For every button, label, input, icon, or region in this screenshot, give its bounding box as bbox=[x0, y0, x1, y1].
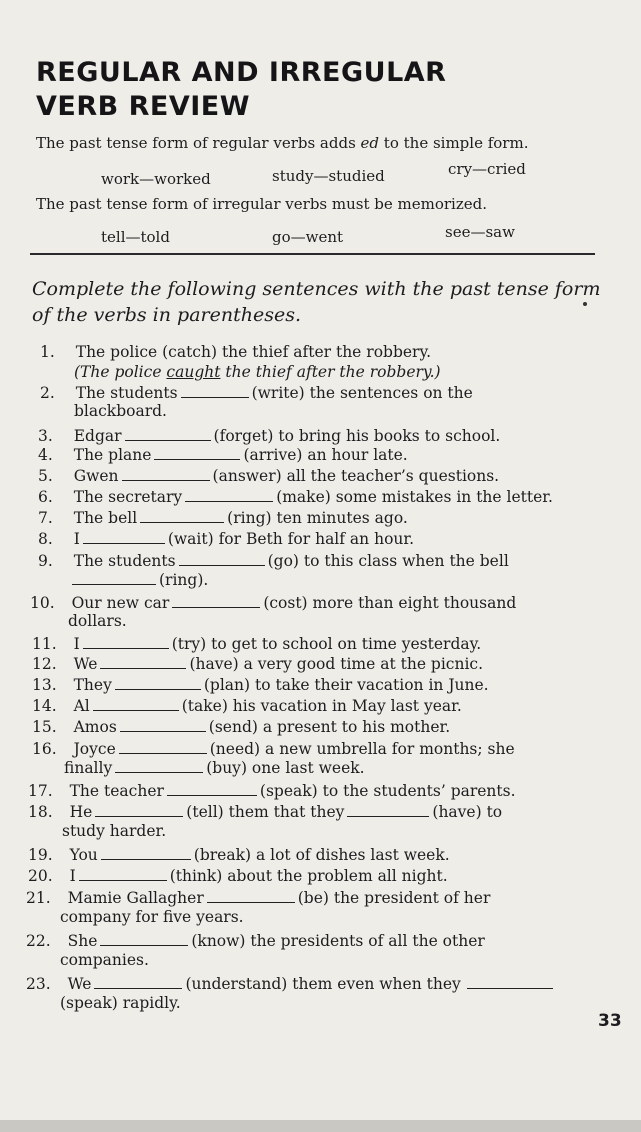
exercise-item-13 bbox=[32, 676, 489, 695]
item-verb-clause: (understand) them even when they bbox=[185, 975, 461, 993]
exercise-item-22 bbox=[26, 932, 485, 951]
exercise-item-11 bbox=[32, 635, 481, 654]
exercise-item-2 bbox=[40, 384, 473, 403]
item-number: 14. bbox=[32, 697, 57, 715]
exercise-item-4 bbox=[38, 446, 408, 465]
answer-blank[interactable] bbox=[95, 803, 183, 817]
item-continuation: finally bbox=[64, 759, 113, 777]
answer-blank[interactable] bbox=[120, 718, 206, 732]
item-subject: Our new car bbox=[71, 594, 170, 612]
example-answer-post: the thief after the robbery.) bbox=[220, 363, 441, 381]
item-subject: I bbox=[69, 867, 76, 885]
item-subject: The students bbox=[75, 384, 178, 402]
item-continuation: company for five years. bbox=[60, 908, 244, 926]
item-subject: You bbox=[69, 846, 98, 864]
exercise-item-10 bbox=[30, 594, 516, 613]
exercise-item-5 bbox=[38, 467, 499, 486]
answer-blank[interactable] bbox=[154, 446, 240, 460]
item-verb-clause: (buy) one last week. bbox=[206, 759, 365, 777]
item-number: 4. bbox=[38, 446, 53, 464]
item-number: 13. bbox=[32, 676, 57, 694]
item-subject: I bbox=[73, 530, 80, 548]
item-9-continuation bbox=[72, 571, 208, 590]
answer-blank[interactable] bbox=[72, 571, 156, 585]
page-number: 33 bbox=[598, 1011, 622, 1031]
answer-blank[interactable] bbox=[100, 655, 186, 669]
answer-blank[interactable] bbox=[185, 488, 273, 502]
item-verb-clause: (think) about the problem all night. bbox=[169, 867, 448, 885]
answer-blank[interactable] bbox=[172, 594, 260, 608]
exercise-item-7 bbox=[38, 509, 408, 528]
item-verb-clause: (write) the sentences on the bbox=[251, 384, 473, 402]
irregular-example-1: tell—told bbox=[101, 228, 170, 246]
answer-blank[interactable] bbox=[467, 975, 553, 989]
item-verb-clause: (have) a very good time at the picnic. bbox=[189, 655, 484, 673]
item-number: 23. bbox=[26, 975, 51, 993]
item-continuation: (ring). bbox=[159, 571, 209, 589]
item-number: 5. bbox=[38, 467, 53, 485]
title-line-1: REGULAR AND IRREGULAR bbox=[36, 57, 447, 88]
answer-blank[interactable] bbox=[94, 975, 182, 989]
item-subject: The teacher bbox=[69, 782, 164, 800]
item-number: 11. bbox=[32, 635, 57, 653]
item-subject: The secretary bbox=[73, 488, 183, 506]
item-subject: We bbox=[67, 975, 92, 993]
item-number: 6. bbox=[38, 488, 53, 506]
item-subject: Edgar bbox=[73, 427, 122, 445]
item-number: 18. bbox=[28, 803, 53, 821]
item-subject: The students bbox=[73, 552, 176, 570]
item-verb-clause: (send) a present to his mother. bbox=[208, 718, 451, 736]
item-verb-clause: (be) the president of her bbox=[297, 889, 491, 907]
item-number: 21. bbox=[26, 889, 51, 907]
title-line-2: VERB REVIEW bbox=[36, 91, 251, 122]
item-verb-clause: (make) some mistakes in the letter. bbox=[276, 488, 553, 506]
item-number: 10. bbox=[30, 594, 55, 612]
print-speck bbox=[583, 302, 587, 306]
item-number: 17. bbox=[28, 782, 53, 800]
exercise-item-6 bbox=[38, 488, 553, 507]
answer-blank[interactable] bbox=[101, 846, 191, 860]
item-verb-clause: (need) a new umbrella for months; she bbox=[209, 740, 515, 758]
item-subject: I bbox=[73, 635, 80, 653]
irregular-rule: The past tense form of irregular verbs must be memorized. bbox=[36, 195, 487, 213]
item-continuation: blackboard. bbox=[74, 402, 167, 420]
item-number: 22. bbox=[26, 932, 51, 950]
exercise-item-8 bbox=[38, 530, 414, 549]
item-number: 8. bbox=[38, 530, 53, 548]
item-subject: Gwen bbox=[73, 467, 119, 485]
item-continuation: companies. bbox=[60, 951, 149, 969]
exercise-item-18 bbox=[28, 803, 502, 822]
regular-example-1: work—worked bbox=[101, 170, 211, 188]
item-verb-clause: (wait) for Beth for half an hour. bbox=[167, 530, 415, 548]
item-number: 16. bbox=[32, 740, 57, 758]
item-verb-clause: (take) his vacation in May last year. bbox=[181, 697, 462, 715]
example-text: The police (catch) the thief after the robbery. bbox=[75, 343, 432, 361]
item-verb-clause: (ring) ten minutes ago. bbox=[227, 509, 408, 527]
item-number: 20. bbox=[28, 867, 53, 885]
answer-blank[interactable] bbox=[125, 427, 211, 441]
item-subject: We bbox=[73, 655, 98, 673]
regular-example-3: cry—cried bbox=[448, 160, 526, 178]
page-edge-shadow bbox=[0, 1120, 641, 1132]
regular-example-2: study—studied bbox=[272, 167, 385, 185]
example-answer-verb: caught bbox=[166, 363, 221, 381]
item-number: 15. bbox=[32, 718, 57, 736]
item-subject: He bbox=[69, 803, 93, 821]
answer-blank[interactable] bbox=[122, 467, 210, 481]
item-subject: The plane bbox=[73, 446, 152, 464]
example-answer-pre: (The police bbox=[74, 363, 167, 381]
exercise-item-16 bbox=[32, 740, 515, 759]
item-number: 9. bbox=[38, 552, 53, 570]
item-continuation: (speak) rapidly. bbox=[60, 994, 181, 1012]
exercise-item-19 bbox=[28, 846, 450, 865]
item-verb-clause: (plan) to take their vacation in June. bbox=[203, 676, 489, 694]
item-verb-clause: (cost) more than eight thousand bbox=[263, 594, 517, 612]
irregular-example-3: see—saw bbox=[445, 223, 515, 241]
regular-rule: The past tense form of regular verbs adds ed to the simple form. bbox=[36, 134, 529, 152]
answer-blank[interactable] bbox=[93, 697, 179, 711]
item-subject: They bbox=[73, 676, 112, 694]
exercise-item-23 bbox=[26, 975, 556, 994]
item-number: 19. bbox=[28, 846, 53, 864]
irregular-example-2: go—went bbox=[272, 228, 344, 246]
answer-blank[interactable] bbox=[207, 889, 295, 903]
answer-blank[interactable] bbox=[119, 740, 207, 754]
item-subject: Mamie Gallagher bbox=[67, 889, 204, 907]
item-subject: Amos bbox=[73, 718, 117, 736]
example-answer bbox=[74, 363, 441, 382]
item-verb-clause: (answer) all the teacher’s questions. bbox=[212, 467, 500, 485]
item-16-continuation bbox=[64, 759, 365, 778]
example-item bbox=[40, 343, 431, 362]
answer-blank[interactable] bbox=[79, 867, 167, 881]
item-continuation: study harder. bbox=[62, 822, 167, 840]
exercise-item-15 bbox=[32, 718, 450, 737]
divider-line bbox=[30, 253, 595, 255]
item-verb-clause: (forget) to bring his books to school. bbox=[213, 427, 501, 445]
answer-blank[interactable] bbox=[179, 552, 265, 566]
directions: Complete the following sentences with the past tense form of the verbs in parentheses. bbox=[32, 278, 601, 326]
item-number: 3. bbox=[38, 427, 53, 445]
item-verb-clause: (arrive) an hour late. bbox=[243, 446, 408, 464]
exercise-item-14 bbox=[32, 697, 462, 716]
exercise-item-17 bbox=[28, 782, 516, 801]
item-number: 1. bbox=[40, 343, 55, 361]
answer-blank[interactable] bbox=[83, 530, 165, 544]
answer-blank[interactable] bbox=[140, 509, 224, 523]
answer-blank[interactable] bbox=[100, 932, 188, 946]
item-verb-clause: (try) to get to school on time yesterday. bbox=[171, 635, 482, 653]
exercise-item-9 bbox=[38, 552, 509, 571]
item-number: 7. bbox=[38, 509, 53, 527]
answer-blank[interactable] bbox=[115, 759, 203, 773]
item-number: 12. bbox=[32, 655, 57, 673]
item-verb-clause: (break) a lot of dishes last week. bbox=[193, 846, 450, 864]
page-title bbox=[36, 56, 446, 124]
item-verb-clause: (have) to bbox=[432, 803, 503, 821]
answer-blank[interactable] bbox=[347, 803, 429, 817]
item-verb-clause: (speak) to the students’ parents. bbox=[259, 782, 516, 800]
item-subject: Joyce bbox=[73, 740, 116, 758]
item-subject: She bbox=[67, 932, 98, 950]
item-subject: The bell bbox=[73, 509, 138, 527]
answer-blank[interactable] bbox=[167, 782, 257, 796]
exercise-item-20 bbox=[28, 867, 448, 886]
item-number: 2. bbox=[40, 384, 55, 402]
answer-blank[interactable] bbox=[115, 676, 201, 690]
answer-blank[interactable] bbox=[83, 635, 169, 649]
item-continuation: dollars. bbox=[68, 612, 127, 630]
exercise-item-3 bbox=[38, 427, 500, 446]
item-verb-clause: (tell) them that they bbox=[186, 803, 345, 821]
item-verb-clause: (know) the presidents of all the other bbox=[191, 932, 485, 950]
exercise-item-12 bbox=[32, 655, 483, 674]
item-subject: Al bbox=[73, 697, 90, 715]
answer-blank[interactable] bbox=[181, 384, 249, 398]
exercise-item-21 bbox=[26, 889, 490, 908]
item-verb-clause: (go) to this class when the bell bbox=[267, 552, 509, 570]
